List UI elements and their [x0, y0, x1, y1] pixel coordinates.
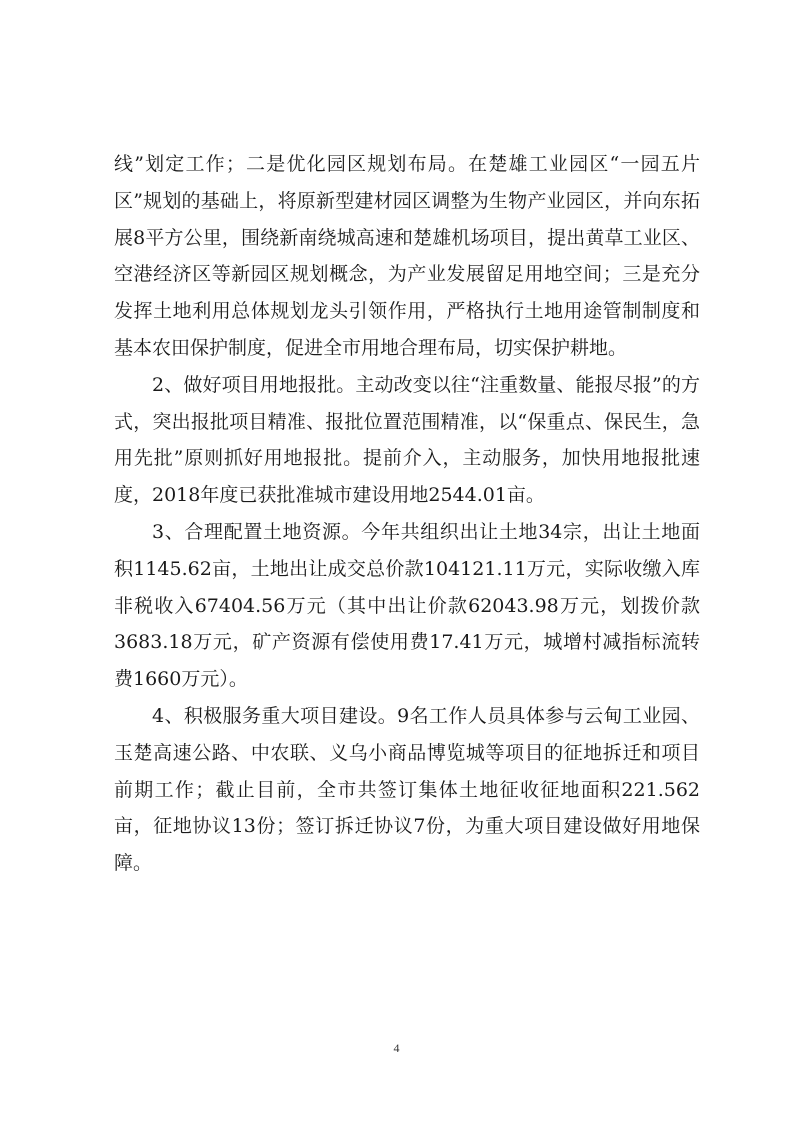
body-text	[114, 146, 700, 882]
paragraph-land-resource-allocation: 3、合理配置土地资源。今年共组织出让土地34宗，出让土地面积1145.62亩，土地出让成交总价款104121.11万元，实际收缴入库非税收入67404.56万元（其中出让价款62043.98万元，划拨价款3683.18万元，矿产资源有偿使用费17.41万元，城增村减指标流转费1660万元）。	[114, 520, 700, 691]
page-number: 4	[393, 1041, 400, 1055]
paragraph-land-planning-continued: 线”划定工作；二是优化园区规划布局。在楚雄工业园区“一园五片区”规划的基础上，将原新型建材园区调整为生物产业园区，并向东拓展8平方公里，围绕新南绕城高速和楚雄机场项目，提出黄草工业区、空港经济区等新园区规划概念，为产业发展留足用地空间；三是充分发挥土地利用总体规划龙头引领作用，严格执行土地用途管制制度和基本农田保护制度，促进全市用地合理布局，切实保护耕地。	[114, 153, 700, 359]
paragraph-project-land-approval: 2、做好项目用地报批。主动改变以往“注重数量、能报尽报”的方式，突出报批项目精准、报批位置范围精准，以“保重点、保民生，急用先批”原则抓好用地报批。提前介入，主动服务，加快用地报批速度，2018年度已获批准城市建设用地2544.01亩。	[114, 373, 700, 507]
paragraph-major-project-service: 4、积极服务重大项目建设。9名工作人员具体参与云甸工业园、玉楚高速公路、中农联、义乌小商品博览城等项目的征地拆迁和项目前期工作；截止目前，全市共签订集体土地征收征地面积221.562亩，征地协议13份；签订拆迁协议7份，为重大项目建设做好用地保障。	[114, 704, 700, 875]
